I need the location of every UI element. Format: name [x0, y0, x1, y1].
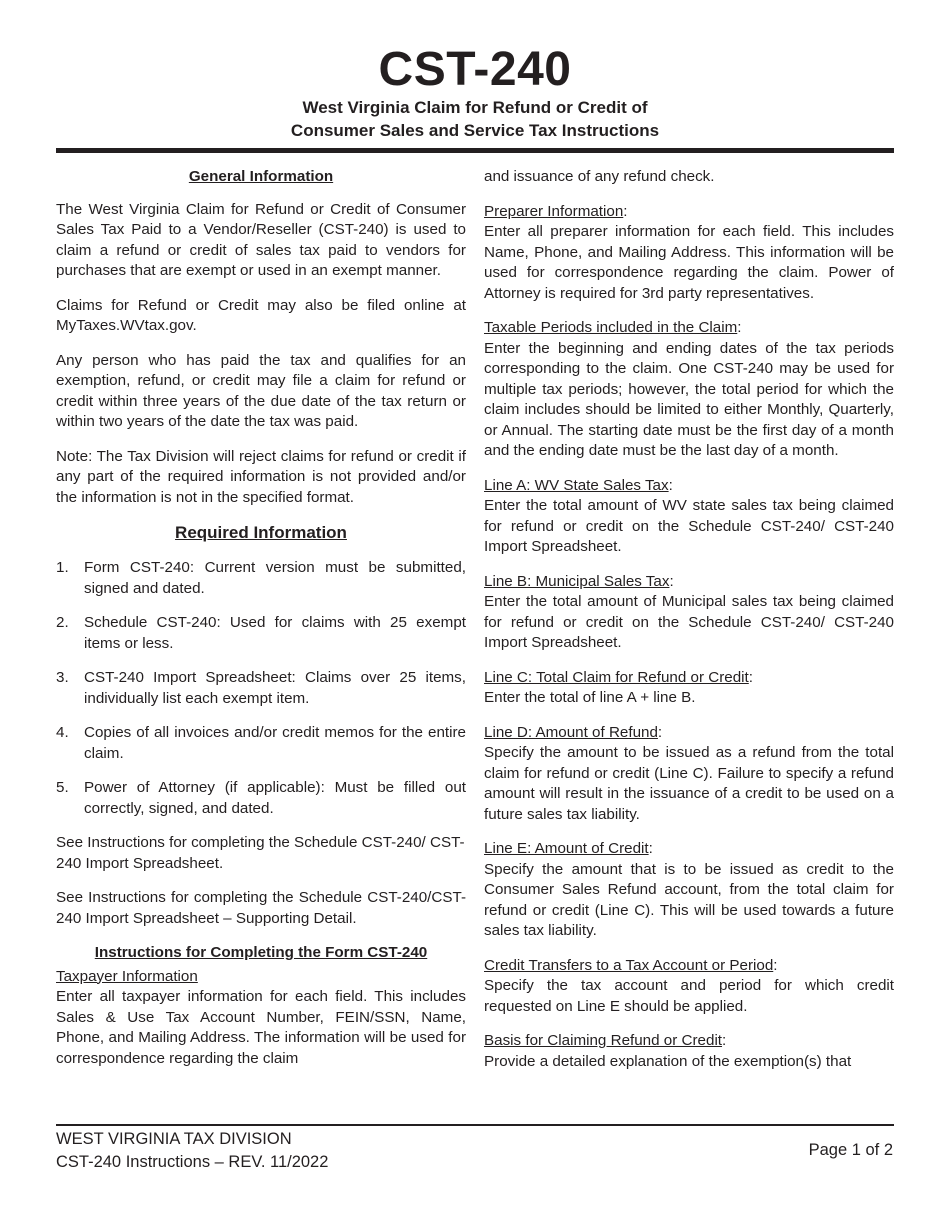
- taxpayer-info-text: Enter all taxpayer information for each field. This includes Sales & Use Tax Account Number, FEIN/SSN, Name, Phone, and Mailing Address. The information will be used for correspondence regarding the claim: [56, 988, 466, 1067]
- section-text: Specify the amount to be issued as a refund from the total claim for refund or credit (Line C). Failure to specify a refund amount will result in the issuance of a credit to be used on a future sales tax liability.: [484, 744, 894, 823]
- general-info-paragraph-3: Any person who has paid the tax and qualifies for an exemption, refund, or credit may file a claim for refund or credit within three years of the due date of the tax return or within two years of the date the tax was paid.: [56, 351, 466, 430]
- line-a-section: Line A: WV State Sales Tax: Enter the total amount of WV state sales tax being claimed for refund or credit on the Schedule CST-240/ CST-240 Import Spreadsheet.: [484, 476, 894, 558]
- form-subtitle-line2: Consumer Sales and Service Tax Instructions: [290, 121, 660, 140]
- section-label: Preparer Information: [484, 202, 624, 220]
- taxpayer-info-section: [56, 967, 466, 1070]
- preparer-info-section: Preparer Information: Enter all preparer information for each field. This includes Name, Phone, and Mailing Address. This information will be used for correspondence regarding the claim. Power of Attorney is required for 3rd party representatives.: [484, 202, 894, 305]
- list-item: [56, 668, 466, 709]
- form-instructions-heading: Instructions for Completing the Form CST-240: [94, 944, 428, 961]
- section-text: Specify the tax account and period for which credit requested on Line E should be applied.: [484, 977, 894, 1015]
- schedule-instructions-note: See Instructions for completing the Schedule CST-240/ CST-240 Import Spreadsheet.: [56, 834, 465, 872]
- list-item-number: 2.: [56, 614, 69, 631]
- list-item-text: Form CST-240: Current version must be submitted, signed and dated.: [84, 559, 466, 597]
- section-text: Enter all preparer information for each field. This includes Name, Phone, and Mailing Address. This information will be used for correspondence regarding the claim. Power of Attorney is required for 3rd party representatives.: [484, 223, 894, 302]
- basis-for-claim-section: Basis for Claiming Refund or Credit: Provide a detailed explanation of the exemption(s) that: [484, 1031, 894, 1072]
- line-e-section: Line E: Amount of Credit: Specify the amount that is to be issued as credit to the Consumer Sales Refund account, from the total claim for refund or credit (Line C). This will be used towards a future sales tax liability.: [484, 839, 894, 942]
- footer-form-revision: CST-240 Instructions – REV. 11/2022: [56, 1153, 329, 1171]
- footer-left: [56, 1128, 328, 1174]
- section-text: Specify the amount that is to be issued as credit to the Consumer Sales Refund account, from the total claim for refund or credit (Line C). This will be used towards a future sales tax liability.: [484, 860, 894, 939]
- continuation-text: and issuance of any refund check.: [484, 168, 715, 185]
- form-title: CST-240: [378, 43, 572, 96]
- form-subtitle-line1: West Virginia Claim for Refund or Credit of: [302, 98, 648, 117]
- section-label: Credit Transfers to a Tax Account or Period: [484, 956, 774, 974]
- general-info-note: Note: The Tax Division will reject claims for refund or credit if any part of the required information is not provided and/or the information is not in the specified format.: [56, 447, 466, 506]
- list-item-text: CST-240 Import Spreadsheet: Claims over 25 items, individually list each exempt item.: [84, 669, 466, 707]
- list-item-text: Schedule CST-240: Used for claims with 25 exempt items or less.: [84, 614, 466, 652]
- section-label: Line A: WV State Sales Tax: [484, 476, 669, 494]
- general-info-heading: General Information: [188, 168, 334, 185]
- section-label: Basis for Claiming Refund or Credit: [484, 1032, 723, 1049]
- left-column: [56, 167, 466, 1083]
- section-text: Enter the total of line A + line B.: [484, 689, 696, 706]
- list-item: [56, 558, 466, 599]
- section-text: Enter the total amount of WV state sales tax being claimed for refund or credit on the Schedule CST-240/ CST-240 Import Spreadsheet.: [484, 497, 894, 555]
- document-header: [0, 44, 950, 142]
- general-info-paragraph-2: Claims for Refund or Credit may also be filed online at MyTaxes.WVtax.gov.: [56, 296, 466, 334]
- page-number: Page 1 of 2: [808, 1141, 893, 1159]
- general-info-paragraph-1: The West Virginia Claim for Refund or Credit of Consumer Sales Tax Paid to a Vendor/Reseller (CST-240) is used to claim a refund or credit of sales tax paid to vendors for purchases that are exempt or used in an exempt manner.: [56, 200, 466, 279]
- required-info-list: [56, 558, 466, 819]
- list-item: [56, 613, 466, 654]
- line-d-section: Line D: Amount of Refund: Specify the amount to be issued as a refund from the total claim for refund or credit (Line C). Failure to specify a refund amount will result in the issuance of a credit to be used on a future sales tax liability.: [484, 723, 894, 826]
- list-item-number: 4.: [56, 724, 69, 741]
- list-item-number: 5.: [56, 779, 69, 796]
- supporting-detail-note: See Instructions for completing the Schedule CST-240/CST-240 Import Spreadsheet – Supporting Detail.: [56, 889, 466, 927]
- section-label: Line D: Amount of Refund: [484, 723, 658, 741]
- header-divider: [56, 148, 894, 153]
- list-item-text: Copies of all invoices and/or credit memos for the entire claim.: [84, 724, 466, 762]
- section-text: Provide a detailed explanation of the exemption(s) that: [484, 1052, 852, 1070]
- line-b-section: Line B: Municipal Sales Tax: Enter the total amount of Municipal sales tax being claimed for refund or credit on the Schedule CST-240/ CST-240 Import Spreadsheet.: [484, 572, 894, 654]
- section-label: Line B: Municipal Sales Tax: [484, 572, 670, 590]
- list-item: [56, 778, 466, 819]
- right-column: [484, 167, 894, 1086]
- line-c-section: Line C: Total Claim for Refund or Credit: Enter the total of line A + line B.: [484, 668, 894, 709]
- section-text: Enter the total amount of Municipal sales tax being claimed for refund or credit on the Schedule CST-240/ CST-240 Import Spreadsheet.: [484, 593, 894, 651]
- required-info-heading: Required Information: [175, 523, 347, 542]
- taxpayer-info-label: Taxpayer Information: [56, 967, 198, 985]
- taxable-periods-section: Taxable Periods included in the Claim: Enter the beginning and ending dates of the tax periods corresponding to the claim. One CST-240 may be used for multiple tax periods; however, the total period for which the claim includes should be limited to either Monthly, Quarterly, or Annual. The starting date must be the first day of a month and the ending date must be the last day of a month.: [484, 318, 894, 462]
- section-text: Enter the beginning and ending dates of the tax periods corresponding to the claim. One CST-240 may be used for multiple tax periods; however, the total period for which the claim includes should be limited to either Monthly, Quarterly, or Annual. The starting date must be the first day of a month and the ending date must be the last day of a month.: [484, 339, 894, 459]
- section-label: Line C: Total Claim for Refund or Credit: [484, 668, 749, 686]
- list-item-text: Power of Attorney (if applicable): Must be filled out correctly, signed, and dated.: [84, 779, 466, 817]
- list-item-number: 3.: [56, 669, 69, 686]
- footer-divider: [56, 1124, 894, 1126]
- section-label: Line E: Amount of Credit: [484, 840, 649, 857]
- footer-agency: WEST VIRGINIA TAX DIVISION: [56, 1130, 292, 1148]
- credit-transfers-section: Credit Transfers to a Tax Account or Period: Specify the tax account and period for which credit requested on Line E should be applied.: [484, 956, 894, 1018]
- section-label: Taxable Periods included in the Claim: [484, 319, 738, 336]
- list-item: [56, 723, 466, 764]
- list-item-number: 1.: [56, 559, 69, 576]
